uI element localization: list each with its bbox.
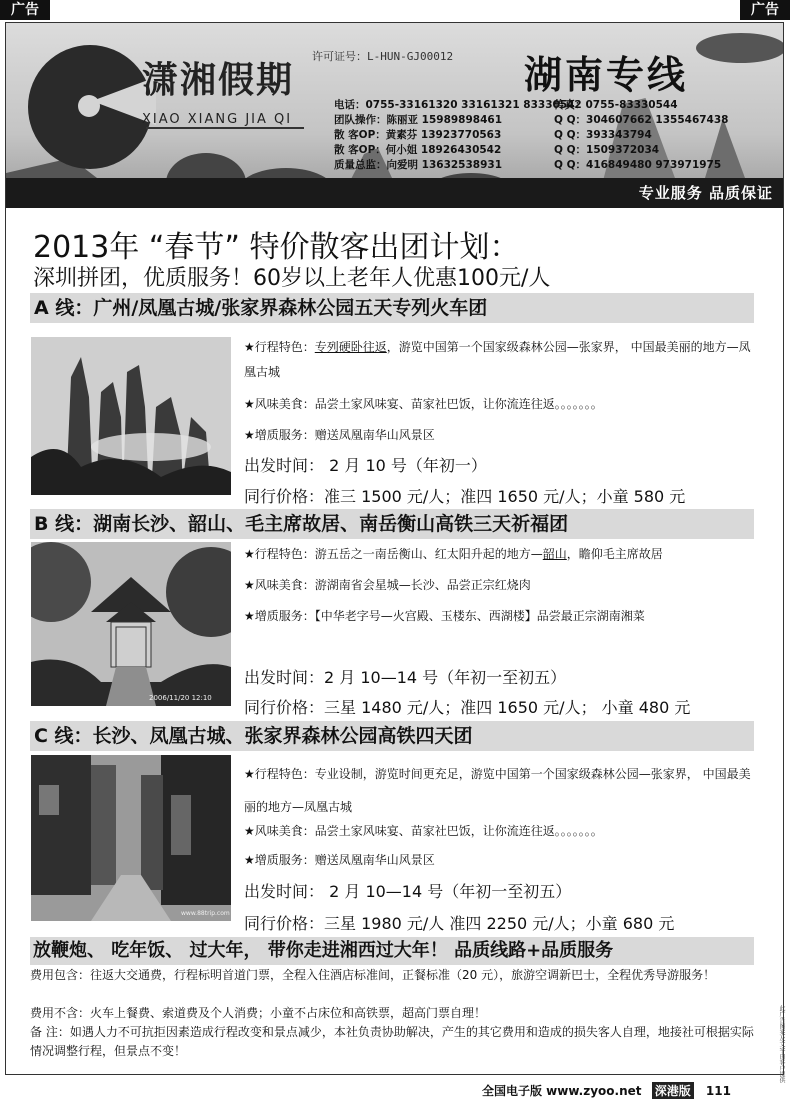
ad-label-right: 广告 — [740, 0, 790, 20]
route-a-extra: ★增质服务：赠送凤凰南华山风景区 — [244, 428, 435, 442]
company-logo-icon — [28, 45, 152, 169]
ad-label-left: 广告 — [0, 0, 50, 20]
old-town-photo — [31, 755, 231, 921]
route-b-feature: ★行程特色：游五岳之一南岳衡山、红太阳升起的地方—韶山，瞻仰毛主席故居 — [244, 547, 663, 561]
route-b-extra: ★增质服务：【中华老字号—火宫殿、玉楼东、西湖楼】品尝最正宗湖南湘菜 — [244, 609, 645, 623]
side-disclaimer: 此广告图案及文字由客户提供 — [778, 1005, 785, 1083]
contact-row: 散 客OP：何小姐 18926430542 Q Q：1509372034 — [334, 144, 660, 156]
route-a-food: ★风味美食：品尝土家风味宴、苗家社巴饭，让你流连往返。。。。。。。 — [244, 397, 603, 411]
page-footer — [482, 1082, 731, 1099]
brand-divider — [146, 127, 304, 129]
route-a-feature: ★行程特色：专列硬卧往返，游览中国第一个国家级森林公园—张家界， 中国最美丽的地方—凤凰古城 — [244, 340, 751, 379]
remark: 备 注：如遇人力不可抗拒因素造成行程改变和景点减少，本社负责协助解决，产生的其它费用和造成的损失客人自理，地接社可根据实际情况调整行程，但景点不变！ — [30, 1025, 754, 1058]
route-a-price: 同行价格：准三 1500 元/人；准四 1650 元/人；小童 580 元 — [244, 487, 686, 506]
contact-row: 散 客OP：黄素芬 13923770563 Q Q：393343794 — [334, 129, 652, 141]
page-number: 111 — [705, 1084, 731, 1098]
contact-list — [334, 98, 728, 173]
brand-name-en: XIAO XIANG JIA QI — [142, 112, 293, 127]
cost-include: 费用包含：往返大交通费，行程标明首道门票，全程入住酒店标准间，正餐标准（20 元），旅游空调新巴士，全程优秀导游服务！ — [30, 968, 716, 982]
route-c-price: 同行价格：三星 1980 元/人 准四 2250 元/人；小童 680 元 — [244, 914, 675, 933]
route-b-depart: 出发时间：2 月 10—14 号（年初一至初五） — [244, 668, 567, 687]
brand-name-cn: 潇湘假期 — [142, 59, 295, 101]
cost-exclude: 费用不含：火车上餐费、索道费及个人消费；小童不占床位和高铁票，超高门票自理！ — [30, 1006, 487, 1020]
route-c-depart: 出发时间： 2 月 10—14 号（年初一至初五） — [244, 882, 572, 901]
footer-site: 全国电子版 www.zyoo.net — [482, 1084, 642, 1098]
route-b-price: 同行价格：三星 1480 元/人；准四 1650 元/人； 小童 480 元 — [244, 698, 691, 717]
photo-watermark: www.88trip.com — [181, 910, 230, 917]
route-c-feature: ★行程特色：专业设制，游览时间更充足，游览中国第一个国家级森林公园—张家界， 中国最美丽的地方—凤凰古城 — [244, 767, 751, 814]
pavilion-photo — [31, 542, 231, 706]
contact-row: 质量总监：向爱明 13632538931 Q Q：416849480 973971975 — [334, 159, 722, 171]
photo-timestamp: 2006/11/20 12:10 — [149, 694, 212, 702]
route-c-food: ★风味美食：品尝土家风味宴、苗家社巴饭，让你流连往返。。。。。。。 — [244, 824, 603, 838]
route-b-food: ★风味美食：游湖南省会星城—长沙、品尝正宗红烧肉 — [244, 578, 531, 592]
service-slogan: 专业服务 品质保证 — [638, 184, 773, 202]
license-number: 许可证号：L-HUN-GJ00012 — [312, 50, 454, 63]
page-subtitle: 深圳拼团，优质服务！60岁以上老年人优惠100元/人 — [33, 266, 551, 291]
footer-edition: 深港版 — [652, 1082, 694, 1099]
page-title: 2013年 “春节” 特价散客出团计划： — [33, 230, 520, 265]
promo-slogan: 放鞭炮、 吃年饭、 过大年， 带你走进湘西过大年！ 品质线路+品质服务 — [30, 937, 754, 965]
service-bar — [6, 178, 783, 208]
region-title: 湖南专线 — [524, 53, 689, 97]
route-c-extra: ★增质服务：赠送凤凰南华山风景区 — [244, 853, 435, 867]
route-a-depart: 出发时间： 2 月 10 号（年初一） — [244, 456, 487, 475]
zhangjiajie-photo — [31, 337, 231, 495]
route-b-header: B 线：湖南长沙、韶山、毛主席故居、南岳衡山高铁三天祈福团 — [30, 509, 754, 539]
route-a-header: A 线：广州/凤凰古城/张家界森林公园五天专列火车团 — [30, 293, 754, 323]
contact-row: 团队操作：陈丽亚 15989898461 Q Q：304607662 1355467438 — [334, 114, 729, 126]
contact-row: 电话：0755-33161320 33161321 83330542 传真：0755-83330544 — [334, 99, 678, 111]
route-c-header: C 线：长沙、凤凰古城、张家界森林公园高铁四天团 — [30, 721, 754, 751]
